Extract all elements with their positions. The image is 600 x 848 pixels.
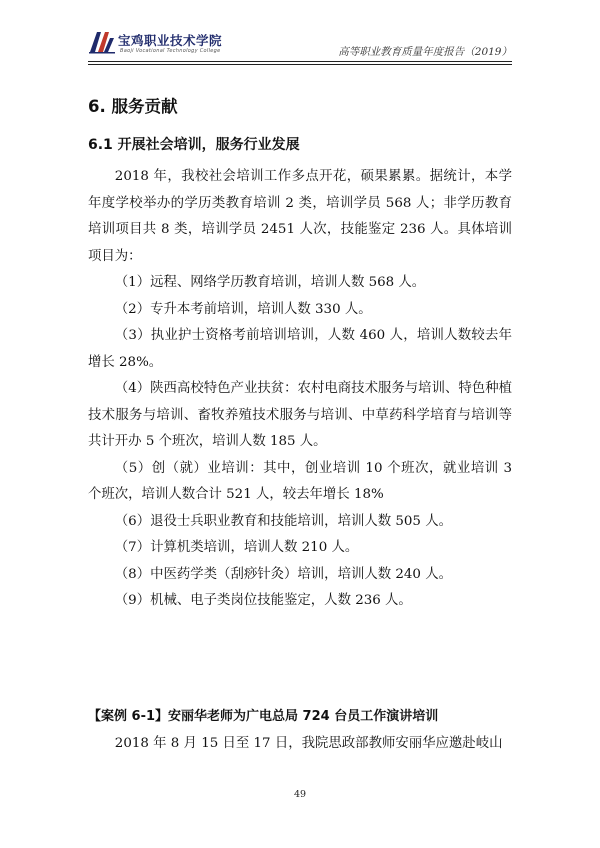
training-item-2: （2）专升本考前培训，培训人数 330 人。 [114, 301, 372, 317]
intro-paragraph: 2018 年，我校社会培训工作多点开花，硕果累累。据统计，本学年度学校举办的学历类教育培训 2 类，培训学员 568 人；非学历教育培训项目共 8 类，培训学员 2451 人次，技能鉴定 236 人。具体培训项目为： [88, 169, 512, 264]
college-logo-subtitle: Baoji Vocational Technology College [120, 48, 221, 54]
body-text [88, 164, 512, 615]
training-item-9: （9）机械、电子类岗位技能鉴定，人数 236 人。 [114, 593, 412, 608]
training-item-1: （1）远程、网络学历教育培训，培训人数 568 人。 [114, 275, 426, 290]
page-header [88, 24, 512, 64]
case-title: 【案例 6-1】安丽华老师为广电总局 724 台员工作演讲培训 [88, 709, 439, 724]
training-item-7: （7）计算机类培训，培训人数 210 人。 [114, 540, 359, 555]
college-logo-name: 宝鸡职业技术学院 [118, 33, 223, 48]
page-number: 49 [293, 789, 307, 800]
header-rule-thick [88, 61, 512, 62]
case-body: 2018 年 8 月 15 日至 17 日，我院思政部教师安丽华应邀赴岐山 [114, 736, 503, 751]
training-item-8: （8）中医药学类（刮痧针灸）培训，培训人数 240 人。 [114, 566, 452, 582]
training-item-3: （3）执业护士资格考前培训培训，人数 460 人，培训人数较去年增长 28%。 [88, 328, 512, 370]
section-heading: 6. 服务贡献 [88, 97, 178, 116]
header-rule-thin [88, 64, 512, 65]
college-logo-icon [88, 28, 116, 54]
section-subheading: 6.1 开展社会培训，服务行业发展 [88, 137, 300, 153]
training-item-4: （4）陕西高校特色产业扶贫：农村电商技术服务与培训、特色种植技术服务与培训、畜牧养殖技术服务与培训、中草药科学培育与培训等共计开办 5 个班次，培训人数 185 人。 [88, 381, 512, 449]
report-title: 高等职业教育质量年度报告（2019） [338, 46, 512, 58]
training-item-5: （5）创（就）业培训：其中，创业培训 10 个班次，就业培训 3 个班次，培训人数合计 521 人，较去年增长 18% [88, 460, 512, 502]
training-item-6: （6）退役士兵职业教育和技能培训，培训人数 505 人。 [114, 513, 452, 529]
college-logo [88, 28, 228, 58]
